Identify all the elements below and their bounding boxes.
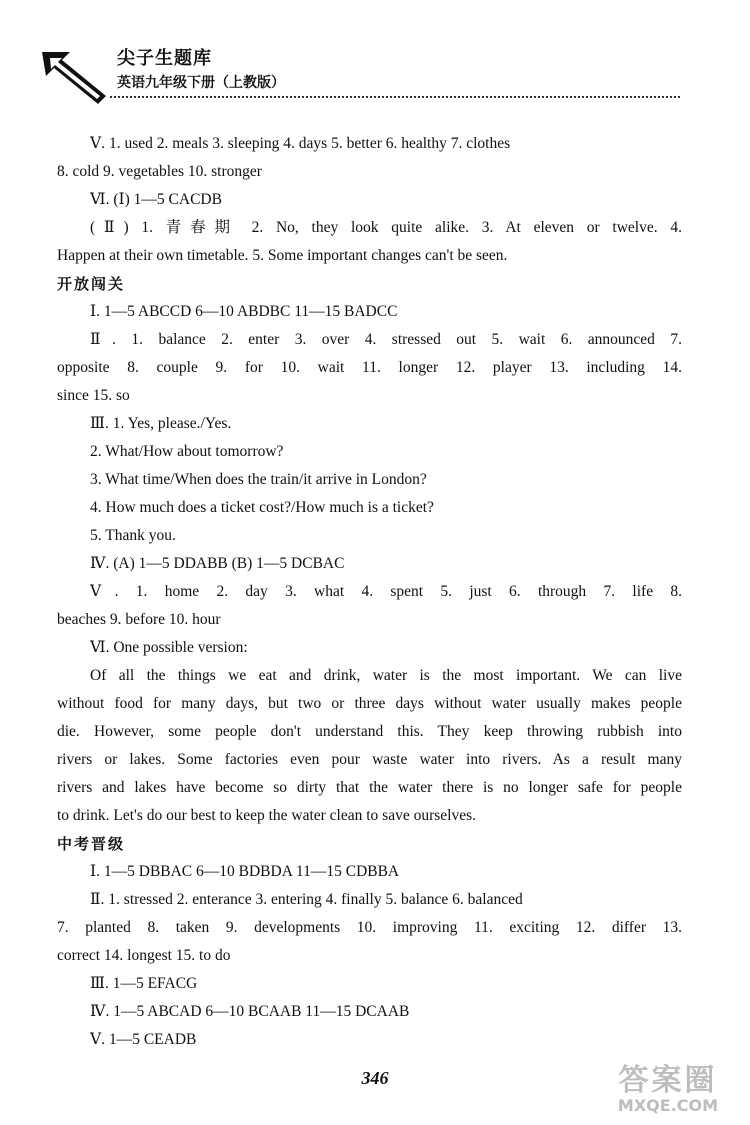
answer-line: Ⅰ. 1—5 ABCCD 6—10 ABDBC 11—15 BADCC (90, 303, 398, 320)
answer-line: rivers or lakes. Some factories even pour waste water into rivers. As a result many (57, 751, 682, 768)
answer-line: Ⅱ. 1. balance 2. enter 3. over 4. stressed out 5. wait 6. announced 7. (90, 331, 682, 348)
answer-line: since 15. so (57, 387, 130, 404)
section-title: 中考晋级 (57, 835, 126, 853)
answer-line: to drink. Let's do our best to keep the water clean to save ourselves. (57, 807, 477, 824)
answer-line: Ⅱ. 1. stressed 2. enterance 3. entering 4. finally 5. balance 6. balanced (90, 891, 523, 908)
answer-line: Happen at their own timetable. 5. Some important changes can't be seen. (57, 247, 508, 264)
answer-content (57, 130, 682, 1054)
watermark (598, 1065, 738, 1117)
answer-line: Ⅲ. 1—5 EFACG (90, 975, 198, 992)
answer-line: Of all the things we eat and drink, water is the most important. We can live (90, 667, 682, 684)
watermark-url: MXQE.COM (617, 1096, 719, 1115)
answer-line: 5. Thank you. (90, 527, 176, 544)
answer-line: without food for many days, but two or three days without water usually makes people (57, 695, 682, 712)
answer-line: correct 14. longest 15. to do (57, 947, 231, 964)
answer-line: die. However, some people don't understand this. They keep throwing rubbish into (57, 723, 682, 740)
answer-line: opposite 8. couple 9. for 10. wait 11. longer 12. player 13. including 14. (57, 359, 682, 376)
answer-line: Ⅴ. 1—5 CEADB (90, 1031, 197, 1048)
answer-line: Ⅲ. 1. Yes, please./Yes. (90, 415, 232, 432)
header-divider (110, 96, 680, 98)
answer-line: beaches 9. before 10. hour (57, 611, 221, 628)
section-title: 开放闯关 (57, 275, 126, 293)
answer-line: rivers and lakes have become so dirty that the water there is no longer safe for people (57, 779, 682, 796)
answer-line: 3. What time/When does the train/it arrive in London? (90, 471, 427, 488)
answer-line: 2. What/How about tomorrow? (90, 443, 284, 460)
watermark-logo-text: 答案圈 (618, 1063, 718, 1098)
arrow-icon (40, 50, 110, 106)
answer-line: 8. cold 9. vegetables 10. stronger (57, 163, 262, 180)
book-title: 尖子生题库 (117, 48, 212, 69)
answer-line: 7. planted 8. taken 9. developments 10. improving 11. exciting 12. differ 13. (57, 919, 682, 936)
book-subtitle: 英语九年级下册（上教版） (117, 75, 285, 91)
answer-line: Ⅳ. (A) 1—5 DDABB (B) 1—5 DCBAC (90, 555, 345, 572)
answer-line: Ⅴ. 1. home 2. day 3. what 4. spent 5. just 6. through 7. life 8. (90, 583, 682, 600)
answer-line: Ⅵ. (Ⅰ) 1—5 CACDB (90, 191, 222, 208)
answer-line: (Ⅱ) 1. 青春期 2. No, they look quite alike. 3. At eleven or twelve. 4. (90, 219, 682, 236)
page-number: 346 (361, 1068, 389, 1088)
answer-line: Ⅴ. 1. used 2. meals 3. sleeping 4. days 5. better 6. healthy 7. clothes (90, 135, 511, 152)
answer-line: Ⅰ. 1—5 DBBAC 6—10 BDBDA 11—15 CDBBA (90, 863, 400, 880)
answer-line: Ⅵ. One possible version: (90, 639, 248, 656)
answer-line: 4. How much does a ticket cost?/How much is a ticket? (90, 499, 434, 516)
page-header (0, 0, 750, 110)
answer-line: Ⅳ. 1—5 ABCAD 6—10 BCAAB 11—15 DCAAB (90, 1003, 410, 1020)
